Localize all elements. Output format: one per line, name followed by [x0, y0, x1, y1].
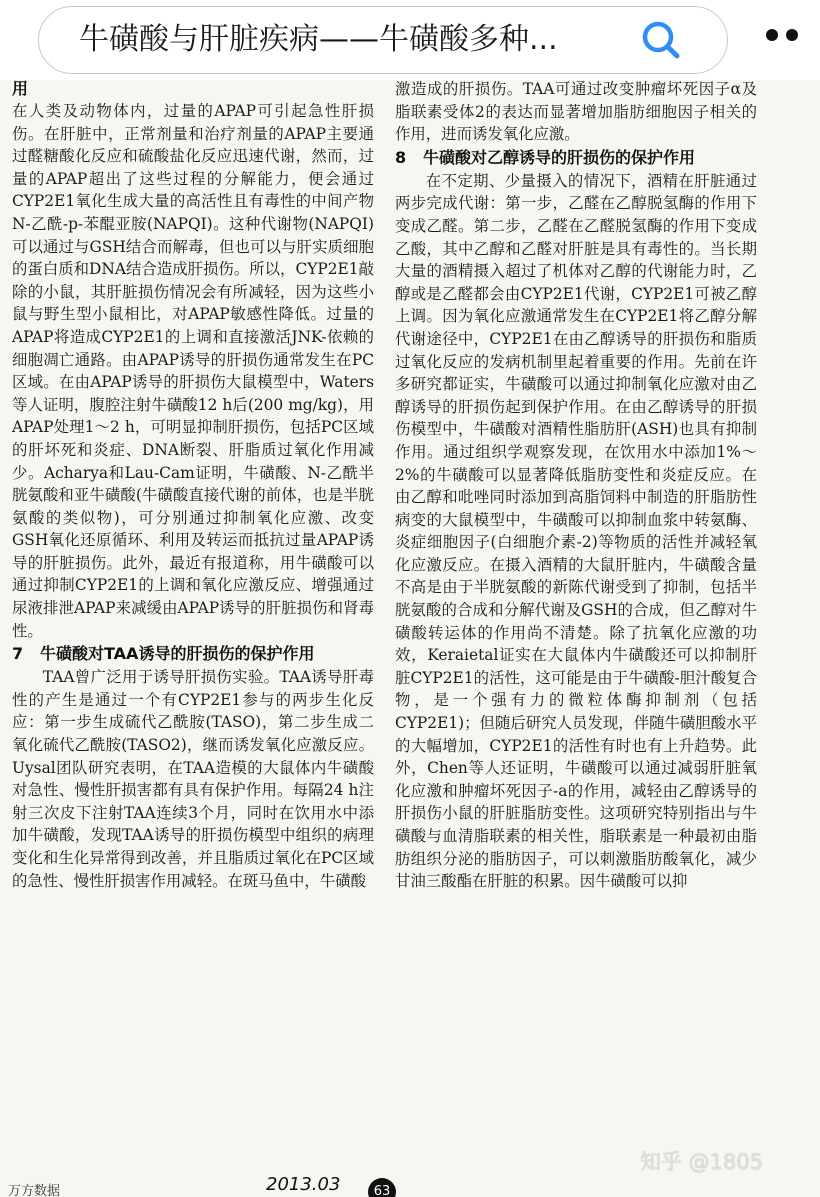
document-page [0, 80, 820, 1197]
section-7-heading [12, 642, 374, 666]
left-column [12, 80, 374, 892]
paragraph-apap: 在人类及动物体内，过量的APAP可引起急性肝损伤。在肝脏中，正常剂量和治疗剂量的APAP主要通过醛糖酸化反应和硫酸盐化反应迅速代谢，然而，过量的APAP超出了这些过程的分解能力，便会通过CYP2E1氧化生成大量的高活性且有毒性的中间产物N-乙酰-p-苯醌亚胺(NAPQI)。这种代谢物(NAPQI)可以通过与GSH结合而解毒，但也可以与肝实质细胞的蛋白质和DNA结合造成肝损伤。所以，CYP2E1敲除的小鼠，其肝脏损伤情况会有所减轻，因为这些小鼠与野生型小鼠相比，对APAP敏感性降低。过量的APAP将造成CYP2E1的上调和直接激活JNK-依赖的细胞凋亡通路。由APAP诱导的肝损伤通常发生在PC区域。在由APAP诱导的肝损伤大鼠模型中，Waters等人证明，腹腔注射牛磺酸12 h后(200 mg/kg)，用APAP处理1～2 h，可明显抑制肝损伤，包括PC区域的肝坏死和炎症、DNA断裂、肝脂质过氧化作用减少。Acharya和Lau-Cam证明，牛磺酸、N-乙酰半胱氨酸和亚牛磺酸(牛磺酸直接代谢的前体，也是半胱氨酸的类似物)，可分别通过抑制氧化应激、改变GSH氧化还原循环、利用及转运而抵抗过量APAP诱导的肝脏损伤。此外，最近有报道称，用牛磺酸可以通过抑制CYP2E1的上调和氧化应激反应、增强通过尿液排泄APAP来减缓由APAP诱导的肝脏损伤和肾毒性。 [12, 102, 374, 640]
paragraph-taa: TAA曾广泛用于诱导肝损伤实验。TAA诱导肝毒性的产生是通过一个有CYP2E1参与的两步生化反应：第一步生成硫代乙酰胺(TASO)，第二步生成二氧化硫代乙酰胺(TASO2)，继而诱发氧化应激反应。Uysal团队研究表明，在TAA造模的大鼠体内牛磺酸对急性、慢性肝损害都有具有保护作用。每隔24 h注射三次皮下注射TAA连续3个月，同时在饮用水中添加牛磺酸，发现TAA诱导的肝损伤模型中组织的病理变化和生化异常得到改善，并且脂质过氧化在PC区域的急性、慢性肝损害作用减轻。在斑马鱼中，牛磺酸 [12, 668, 374, 890]
section-7-title: 牛磺酸对TAA诱导的肝损伤的保护作用 [40, 644, 315, 664]
section-8-number: 8 [395, 147, 407, 167]
footer-date: 2013.03 [266, 1174, 341, 1195]
section-7-number: 7 [12, 644, 24, 664]
right-column [395, 80, 757, 893]
title-search-bar[interactable] [38, 6, 728, 74]
page-number-badge: 63 [368, 1178, 396, 1197]
section-6-heading-tail: 用 [12, 80, 29, 98]
search-icon[interactable] [637, 16, 687, 66]
zhihu-watermark: 知乎 @1805 [640, 1150, 764, 1174]
section-8-heading [395, 146, 757, 170]
more-icon[interactable] [766, 20, 820, 50]
paragraph-taa-continued: 激造成的肝损伤。TAA可通过改变肿瘤坏死因子α及脂联素受体2的表达而显著增加脂肪细胞因子相关的作用，进而诱发氧化应激。 [395, 80, 757, 144]
section-8-title: 牛磺酸对乙醇诱导的肝损伤的保护作用 [423, 147, 696, 167]
paragraph-ethanol: 在不定期、少量摄入的情况下，酒精在肝脏通过两步完成代谢：第一步，乙醛在乙醇脱氢酶的作用下变成乙醛。第二步，乙醛在乙醛脱氢酶的作用下变成乙酸，其中乙醇和乙醛对肝脏是具有毒性的。当长期大量的酒精摄入超过了机体对乙醇的代谢能力时，乙醇或是乙醛都会由CYP2E1代谢，CYP2E1可被乙醇上调。因为氧化应激通常发生在CYP2E1将乙醇分解代谢途径中，CYP2E1在由乙醇诱导的肝损伤和脂质过氧化反应的发病机制里起着重要的作用。先前在许多研究都证实，牛磺酸可以通过抑制氧化应激对由乙醇诱导的肝损伤起到保护作用。在由乙醇诱导的肝损伤模型中，牛磺酸对酒精性脂肪肝(ASH)也具有抑制作用。通过组织学观察发现，在饮用水中添加1%～2%的牛磺酸可以显著降低脂肪变性和炎症反应。在由乙醇和吡唑同时添加到高脂饲料中制造的肝脂肪性病变的大鼠模型中，牛磺酸可以抑制血浆中转氨酶、炎症细胞因子(白细胞介素-2)等物质的活性并减轻氧化应激反应。在摄入酒精的大鼠肝脏内，牛磺酸含量不高是由于半胱氨酸的新陈代谢受到了抑制，包括半胱氨酸的合成和分解代谢及GSH的合成，但乙醇对牛磺酸转运体的作用尚不清楚。除了抗氧化应激的功效，Keraietal证实在大鼠体内牛磺酸还可以抑制肝脏CYP2E1的活性，这可能是由于牛磺酸-胆汁酸复合物，是一个强有力的微粒体酶抑制剂（包括CYP2E1)；但随后研究人员发现，伴随牛磺胆酸水平的大幅增加，CYP2E1的活性有时也有上升趋势。此外，Chen等人还证明，牛磺酸可以通过减弱肝脏氧化应激和肿瘤坏死因子-a的作用，减轻由乙醇诱导的肝损伤小鼠的肝脏脂肪变性。这项研究特别指出与牛磺酸与血清脂联素的相关性，脂联素是一种最初由脂肪组织分泌的脂肪因子，可以刺激脂肪酸氧化，减少甘油三酸酯在肝脏的积累。因牛磺酸可以抑 [395, 171, 757, 891]
top-bar [0, 0, 820, 80]
page-title[interactable]: 牛磺酸与肝脏疾病——牛磺酸多种... [79, 22, 558, 57]
footer-source: 万方数据 [8, 1184, 61, 1197]
